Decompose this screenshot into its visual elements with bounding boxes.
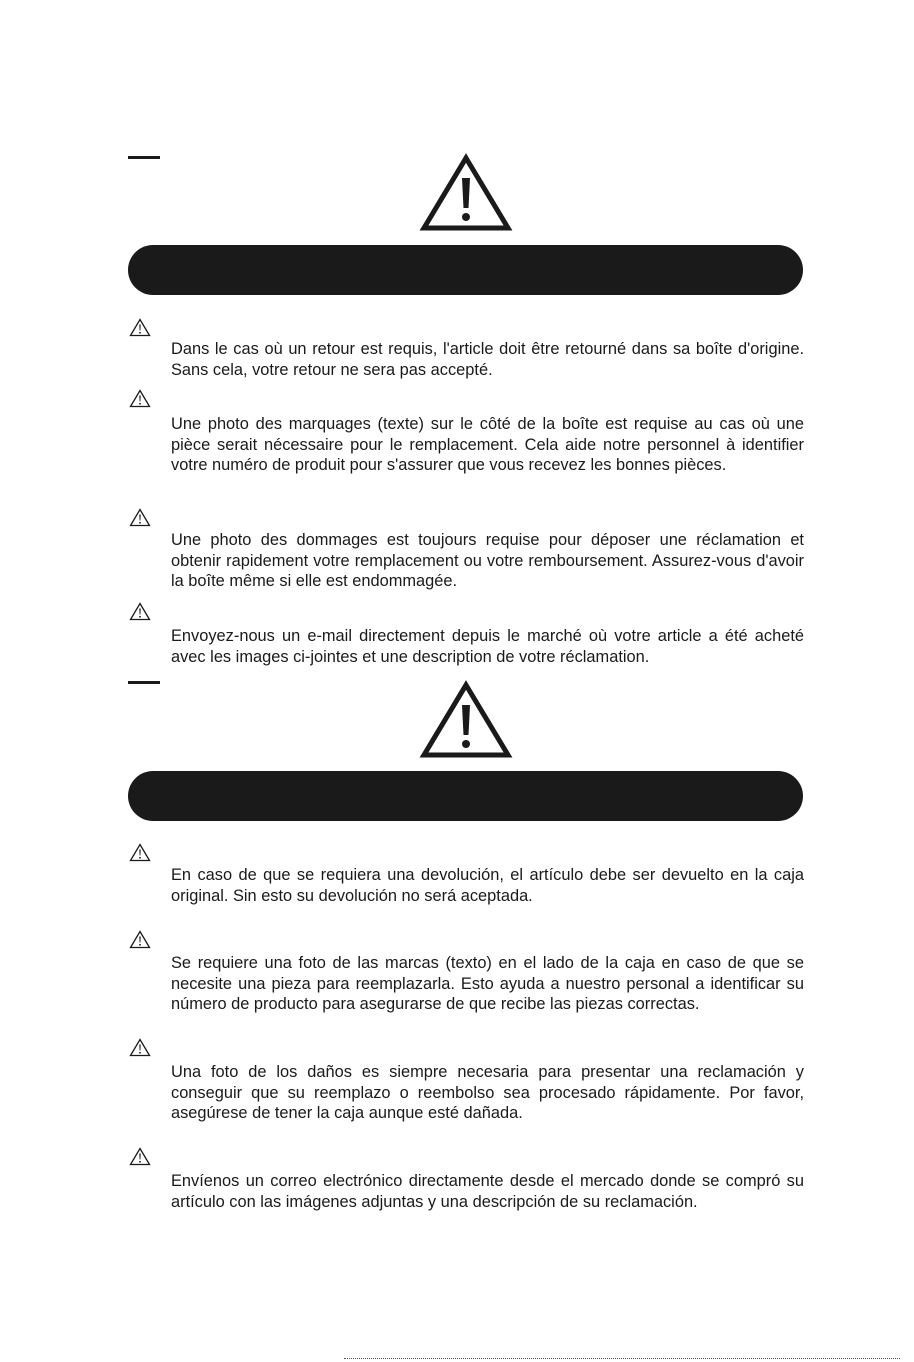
bottom-edge-rule	[344, 1358, 900, 1359]
warning-triangle-icon	[418, 152, 514, 232]
warning-triangle-icon	[129, 389, 151, 408]
notice-text: Dans le cas où un retour est requis, l'article doit être retourné dans sa boîte d'origine. Sans cela, votre retour ne sera pas accepté.	[171, 340, 804, 379]
warning-triangle-icon	[129, 930, 151, 949]
notice-text: Une photo des dommages est toujours requise pour déposer une réclamation et obtenir rapidement votre remplacement ou votre remboursement. Assurez-vous d'avoir la boîte même si elle est endommagée.	[171, 531, 804, 590]
warning-triangle-icon	[129, 1147, 151, 1166]
notice-text: Une photo des marquages (texte) sur le côté de la boîte est requise au cas où une pièce serait nécessaire pour le remplacement. Cela aide notre personnel à identifier votre numéro de produit pour s'assurer que vous recevez les bonnes pièces.	[171, 415, 804, 474]
warning-triangle-icon	[129, 508, 151, 527]
notice-text: Se requiere una foto de las marcas (texto) en el lado de la caja en caso de que se necesite una pieza para reemplazarla. Esto ayuda a nuestro personal a identificar su número de producto para asegurarse de que recibe las piezas correctas.	[171, 954, 804, 1013]
warning-triangle-icon	[418, 679, 514, 759]
section-banner-fr	[128, 245, 803, 295]
section-divider-es	[128, 681, 160, 684]
warning-triangle-icon	[129, 843, 151, 862]
warning-triangle-icon	[129, 1038, 151, 1057]
notice-text: Envíenos un correo electrónico directamente desde el mercado donde se compró su artículo con las imágenes adjuntas y una descripción de su reclamación.	[171, 1172, 804, 1211]
notice-text: Una foto de los daños es siempre necesaria para presentar una reclamación y conseguir que su reemplazo o reembolso sea procesado rápidamente. Por favor, asegúrese de tener la caja aunque esté dañada.	[171, 1063, 804, 1122]
section-banner-es	[128, 771, 803, 821]
notice-text: En caso de que se requiera una devolución, el artículo debe ser devuelto en la caja original. Sin esto su devolución no será aceptada.	[171, 866, 804, 905]
notice-text: Envoyez-nous un e-mail directement depuis le marché où votre article a été acheté avec les images ci-jointes et une description de votre réclamation.	[171, 627, 804, 666]
warning-triangle-icon	[129, 602, 151, 621]
warning-triangle-icon	[129, 318, 151, 337]
section-divider-fr	[128, 156, 160, 159]
